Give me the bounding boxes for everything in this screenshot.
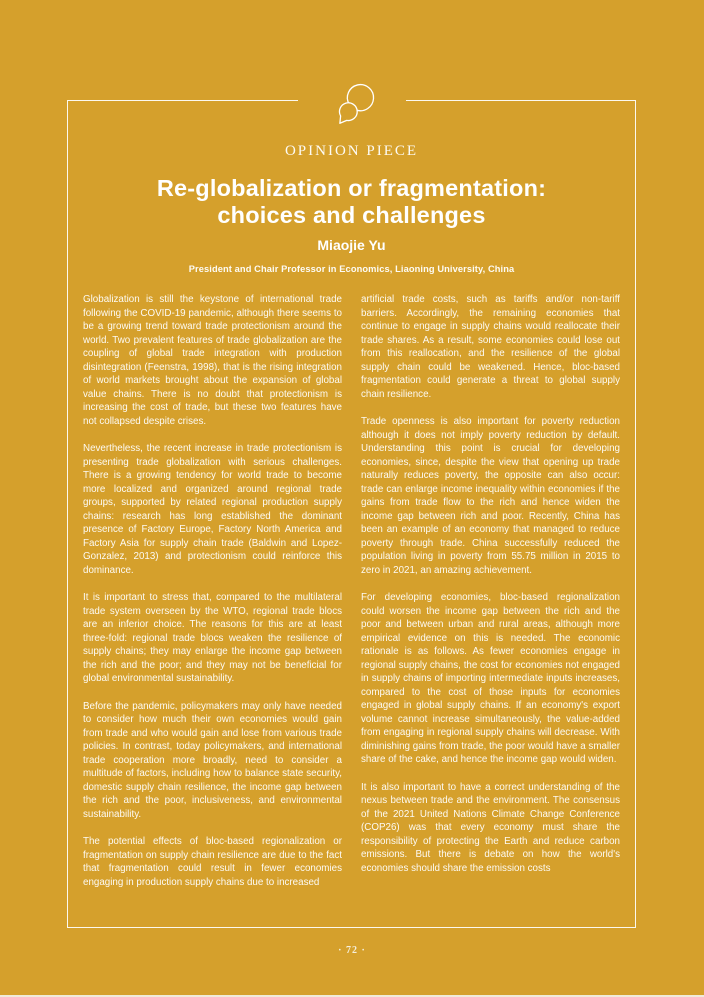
paragraph: Before the pandemic, policymakers may only have needed to consider how much their own economies would gain from trade and who would gain and lose from various trade policies. In contrast, today policymakers, and international trade cooperation more broadly, need to consider a multitude of factors, including how to balance state security, domestic supply chain resilience, the income gap between the rich and the poor, inclusiveness, and environmental sustainability. (83, 700, 342, 820)
paragraph: It is important to stress that, compared to the multilateral trade system overseen by the WTO, regional trade blocs are an inferior choice. The reasons for this are at least three-fold: regional trade blocs weaken the resilience of supply chains; they may enlarge the income gap between the rich and the poor; and they may not be beneficial for global environmental sustainability. (83, 592, 342, 684)
paragraph: It is also important to have a correct understanding of the nexus between trade and the environment. The consensus of the 2021 United Nations Climate Change Conference (COP26) was that every economy must share the responsibility of protecting the Earth and reduce carbon emissions. But there is debate on how the world's economies should share the emission costs (361, 781, 620, 874)
article-title (68, 175, 635, 229)
author-affiliation: President and Chair Professor in Economics, Liaoning University, China (188, 264, 515, 274)
paragraph: For developing economies, bloc-based regionalization could worsen the income gap between the rich and the poor and between urban and rural areas, although more empirical evidence on this is needed. The economic rationale is as follows. As fewer economies engage in regional supply chains, the cost for economies not engaged in supply chains of importing intermediate inputs increases, compared to the cost of those inputs for economies engaged in global supply chains. If an economy's export volume cannot increase simultaneously, the value-added from engaging in regional supply chains will decrease. With diminishing gains from trade, the poor would have a smaller share of the cake, and hence the income gap would widen. (361, 592, 620, 765)
page-number: · 72 · (338, 945, 366, 956)
paragraph: artificial trade costs, such as tariffs and/or non-tariff barriers. Accordingly, the remaining economies that continue to engage in supply chains would reallocate their trade shares. As a result, some economies could lose out from this reallocation, and the resilience of the global supply chain could be weakened. Hence, bloc-based fragmentation could generate a threat to global supply chain resilience. (361, 294, 620, 400)
article-title-line1: Re-globalization or fragmentation: (156, 175, 547, 201)
paragraph: Trade openness is also important for poverty reduction although it does not imply poverty reduction by default. Understanding this point is crucial for developing economies, since, despite the view that opening up trade naturally reduces poverty, the opposite can also occur: trade can enlarge income inequality within economies if the gains from trade flow to the rich and hence widen the income gap between rich and poor. Recently, China has been an example of an economy that managed to reduce poverty through trade. China successfully reduced the population living in poverty from 55.75 million in 2015 to zero in 2021, an amazing achievement. (361, 416, 620, 576)
paragraph: Nevertheless, the recent increase in trade protectionism is presenting trade globalization with serious challenges. There is a growing tendency for world trade to become more localized and organized around regional trade groups, supported by related regional production supply chains: research has long established the dominant presence of Factory Europe, Factory North America and Factory Asia for supply chain trade (Baldwin and Lopez-Gonzalez, 2013) and protectionism could reinforce this dominance. (83, 443, 342, 576)
content-frame (67, 100, 636, 928)
header-icon-container (298, 77, 406, 135)
speech-bubbles-icon (324, 77, 380, 135)
article-body (68, 293, 635, 903)
article-title-line2: choices and challenges (217, 202, 486, 228)
paragraph: Globalization is still the keystone of international trade following the COVID-19 pandemic, although there seems to be a growing trend toward trade protectionism around the world. Two prevalent features of trade globalization are the coupling of global trade integration with production disintegration (Feenstra, 1998), that is the rising integration of world markets brought about the expansion of global value chains. There is no doubt that protectionism is increasing the cost of trade, but these two features have not collapsed despite crises. (83, 294, 342, 427)
section-kicker: OPINION PIECE (284, 143, 419, 159)
paragraph: The potential effects of bloc-based regionalization or fragmentation on supply chain resilience are due to the fact that fragmentation could result in fewer economies engaging in production supply chains due to increased (83, 836, 342, 888)
right-column (361, 293, 620, 903)
left-column (83, 293, 342, 903)
author-name: Miaojie Yu (317, 237, 386, 253)
